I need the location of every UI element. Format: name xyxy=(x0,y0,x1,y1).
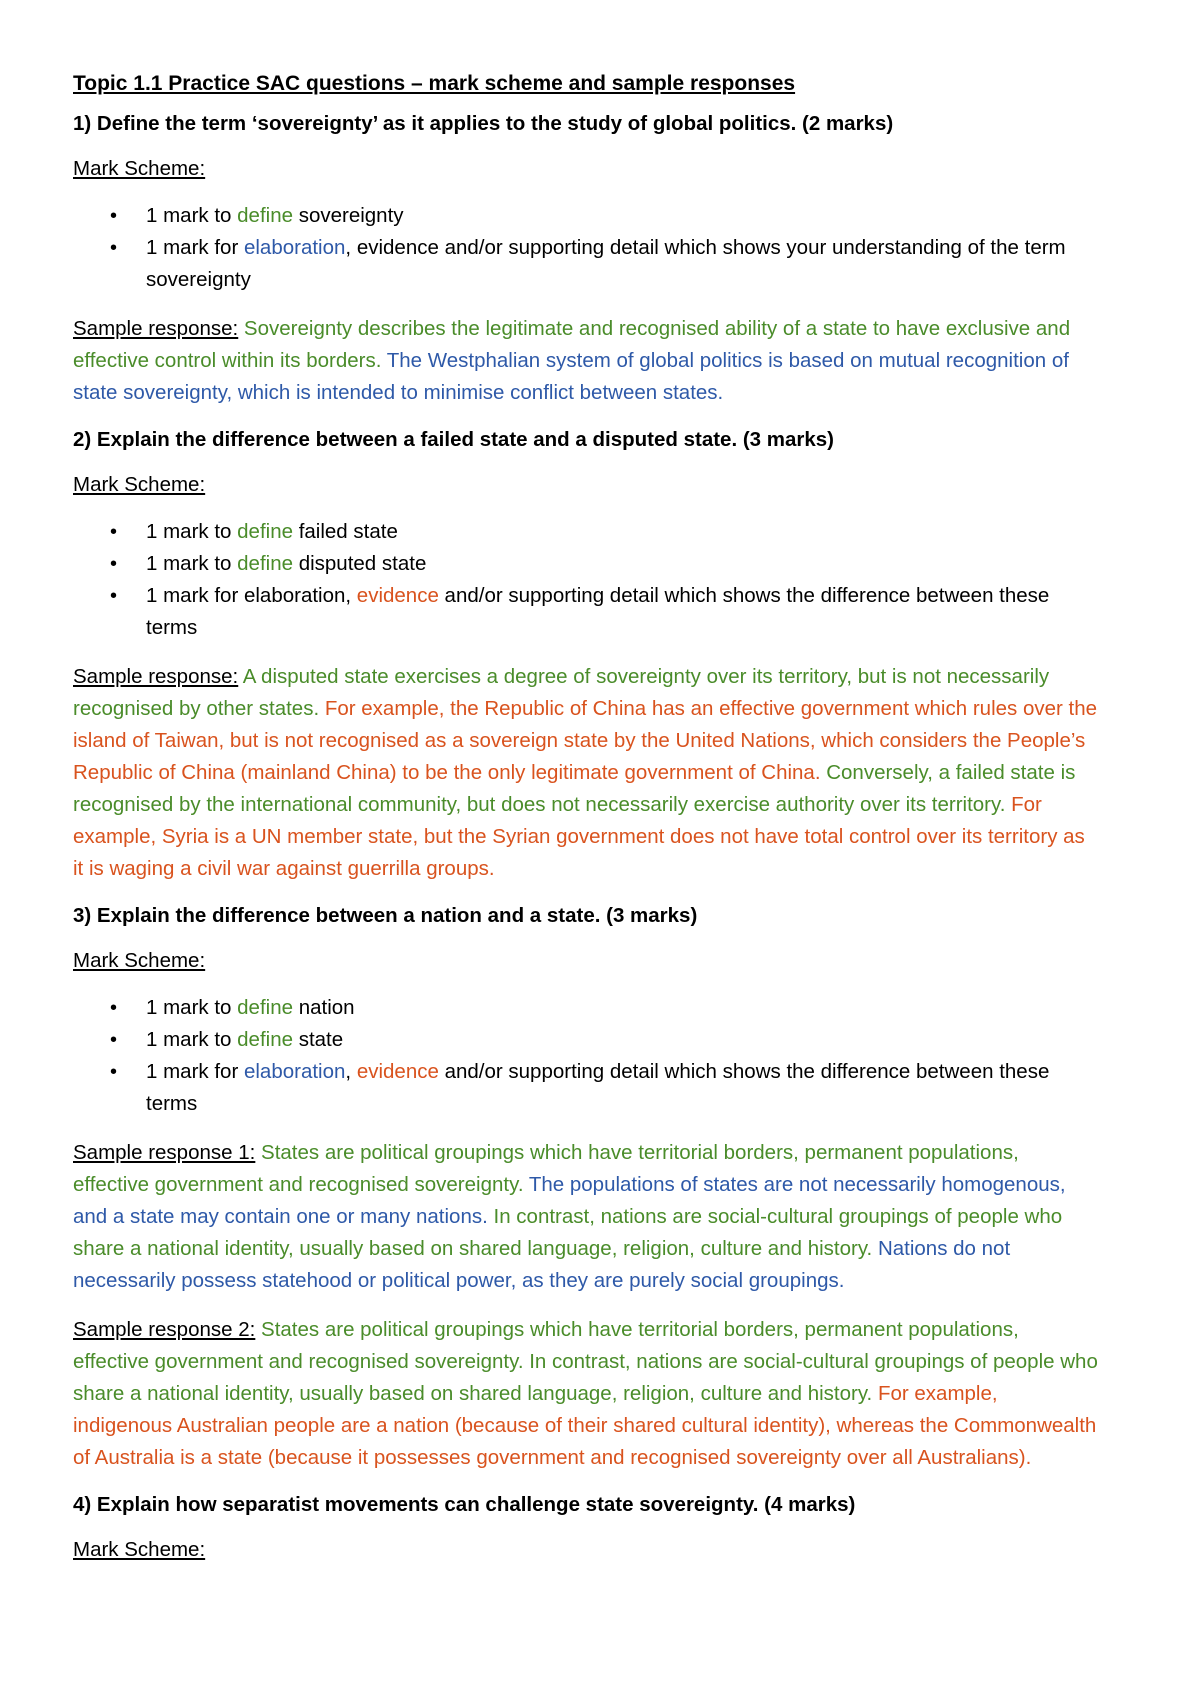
sample-response-label: Sample response 2: xyxy=(73,1318,256,1341)
mark-scheme-list-1 xyxy=(73,200,1100,296)
bullet-icon: • xyxy=(110,585,118,607)
sample-response-2: Sample response: A disputed state exercises a degree of sovereignty over its territory, but is not necessarily recognised by other states. For example, the Republic of China has an effective government which rules over the island of Taiwan, but is not recognised as a sovereign state by the United Nations, which considers the People’s Republic of China (mainland China) to be the only legitimate government of China. Conversely, a failed state is recognised by the international community, but does not necessarily exercise authority over its territory. For example, Syria is a UN member state, but the Syrian government does not have total control over its territory as it is waging a civil war against guerrilla groups. xyxy=(73,665,1098,880)
question-2: 2) Explain the difference between a failed state and a disputed state. (3 marks) xyxy=(73,428,835,451)
bullet-icon: • xyxy=(110,521,118,543)
mark-scheme-item: • 1 mark to define disputed state xyxy=(73,548,1100,580)
question-1: 1) Define the term ‘sovereignty’ as it applies to the study of global politics. (2 marks) xyxy=(73,112,894,135)
bullet-icon: • xyxy=(110,205,118,227)
document-title: Topic 1.1 Practice SAC questions – mark scheme and sample responses xyxy=(73,72,796,95)
sample-response-label: Sample response: xyxy=(73,317,239,340)
bullet-icon: • xyxy=(110,997,118,1019)
mark-scheme-label-4: Mark Scheme: xyxy=(73,1538,206,1561)
mark-scheme-item: • 1 mark to define nation xyxy=(73,992,1100,1024)
mark-scheme-item: • 1 mark for elaboration, evidence and/or supporting detail which shows the difference between these terms xyxy=(73,1056,1100,1120)
sample-response-label: Sample response 1: xyxy=(73,1141,256,1164)
bullet-icon: • xyxy=(110,237,118,259)
sample-response-3-2: Sample response 2: States are political groupings which have territorial borders, permanent populations, effective government and recognised sovereignty. In contrast, nations are social-cultural groupings of people who share a national identity, usually based on shared language, religion, culture and history. For example, indigenous Australian people are a nation (because of their shared cultural identity), whereas the Commonwealth of Australia is a state (because it possesses government and recognised sovereignty over all Australians). xyxy=(73,1318,1098,1469)
sample-response-label: Sample response: xyxy=(73,665,239,688)
mark-scheme-label-2: Mark Scheme: xyxy=(73,473,206,496)
bullet-icon: • xyxy=(110,1029,118,1051)
mark-scheme-list-3 xyxy=(73,992,1100,1120)
mark-scheme-label-3: Mark Scheme: xyxy=(73,949,206,972)
mark-scheme-list-2 xyxy=(73,516,1100,644)
mark-scheme-item: • 1 mark to define failed state xyxy=(73,516,1100,548)
mark-scheme-item: • 1 mark for elaboration, evidence and/or supporting detail which shows the difference between these terms xyxy=(73,580,1100,644)
bullet-icon: • xyxy=(110,553,118,575)
question-3: 3) Explain the difference between a nation and a state. (3 marks) xyxy=(73,904,698,927)
mark-scheme-item: • 1 mark for elaboration, evidence and/or supporting detail which shows your understanding of the term sovereignty xyxy=(73,232,1100,296)
mark-scheme-item: • 1 mark to define sovereignty xyxy=(73,200,1100,232)
sample-response-3-1: Sample response 1: States are political groupings which have territorial borders, permanent populations, effective government and recognised sovereignty. The populations of states are not necessarily homogenous, and a state may contain one or many nations. In contrast, nations are social-cultural groupings of people who share a national identity, usually based on shared language, religion, culture and history. Nations do not necessarily possess statehood or political power, as they are purely social groupings. xyxy=(73,1141,1066,1292)
bullet-icon: • xyxy=(110,1061,118,1083)
mark-scheme-item: • 1 mark to define state xyxy=(73,1024,1100,1056)
sample-response-1: Sample response: Sovereignty describes the legitimate and recognised ability of a state to have exclusive and effective control within its borders. The Westphalian system of global politics is based on mutual recognition of state sovereignty, which is intended to minimise conflict between states. xyxy=(73,317,1071,404)
mark-scheme-label-1: Mark Scheme: xyxy=(73,157,206,180)
question-4: 4) Explain how separatist movements can challenge state sovereignty. (4 marks) xyxy=(73,1493,856,1516)
